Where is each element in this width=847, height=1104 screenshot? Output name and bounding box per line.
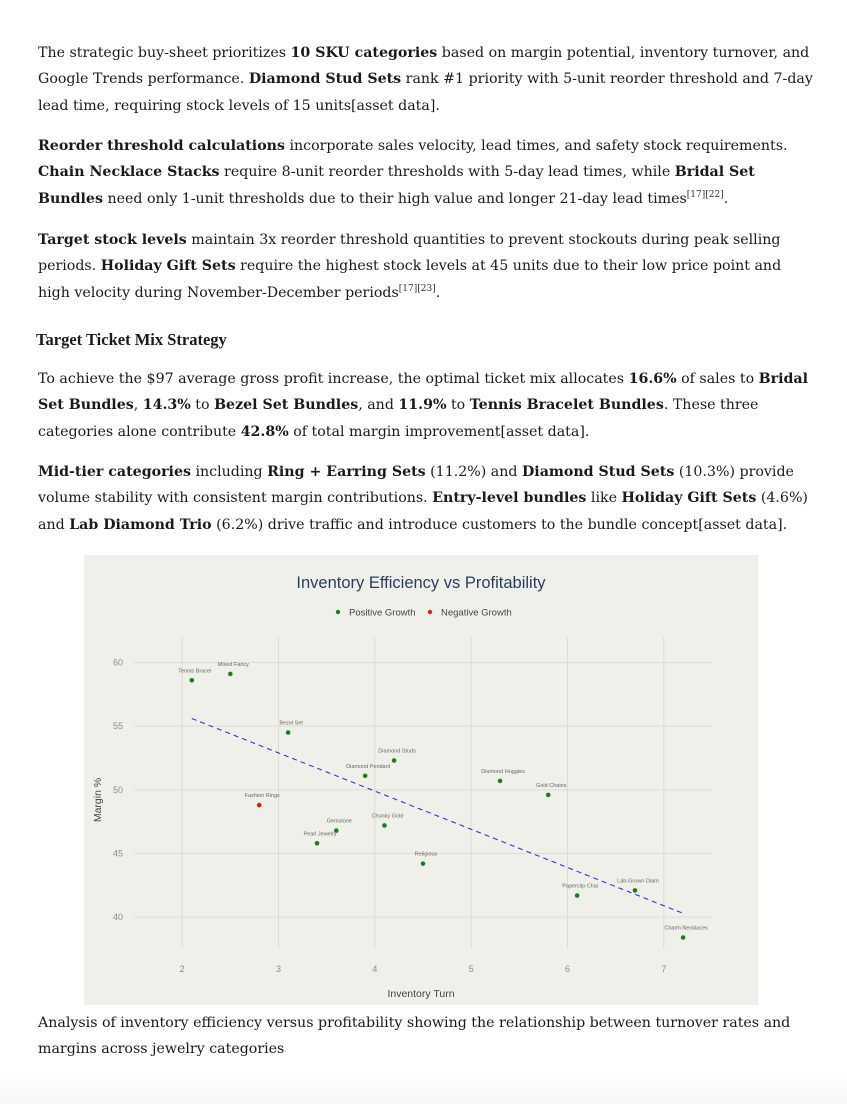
text-run: . xyxy=(435,284,441,301)
text-run: to xyxy=(446,397,470,414)
scatter-chart xyxy=(84,555,758,1005)
text-run: based on margin potential, inventory turnover, and Google Trends performance. xyxy=(38,45,810,88)
legend-label[interactable]: Positive Growth xyxy=(349,607,416,619)
text-run: (6.2%) drive traffic and introduce customers to the bundle concept[asset data]. xyxy=(211,516,788,533)
bold-run: Bezel Set Bundles xyxy=(214,397,359,414)
text-run: . These three categories alone contribute xyxy=(38,397,759,440)
bold-run: Diamond Stud Sets xyxy=(522,464,675,480)
x-tick-label: 7 xyxy=(661,964,667,974)
text-run: rank #1 priority with 5-unit reorder threshold and 7-day lead time, requiring stock levels of 15 units[asset data]. xyxy=(38,71,813,114)
data-point xyxy=(392,758,397,763)
y-tick-label: 60 xyxy=(112,657,123,668)
bold-run: Chain Necklace Stacks xyxy=(38,164,220,181)
chart-points xyxy=(178,662,708,940)
citation-link[interactable]: [17][23] xyxy=(398,283,436,294)
figure-caption: Analysis of inventory efficiency versus profitability showing the relationship between turnover rates and margins across jewelry categories xyxy=(38,1015,791,1058)
point-label: Gemstone xyxy=(326,818,352,825)
point-label: Paperclip Chai xyxy=(562,883,599,890)
text-run: need only 1-unit thresholds due to their high value and longer 21-day lead times xyxy=(102,190,687,207)
text-run: (11.2%) and xyxy=(425,464,522,480)
paragraph-mid-tier xyxy=(38,459,813,538)
bold-run: 14.3% xyxy=(142,397,191,414)
data-point xyxy=(633,888,638,893)
point-label: Religious xyxy=(414,851,438,858)
data-point xyxy=(190,678,195,683)
y-tick-label: 40 xyxy=(112,912,123,923)
text-run: To achieve the $97 average gross profit increase, the optimal ticket mix allocates xyxy=(38,371,629,387)
bold-run: Bridal Set Bundles xyxy=(38,164,755,207)
data-point xyxy=(498,779,503,784)
data-point xyxy=(382,823,387,828)
page-bottom-edge xyxy=(0,1070,847,1104)
text-run: , xyxy=(133,397,143,414)
text-run: . xyxy=(723,190,729,207)
x-tick-label: 6 xyxy=(564,964,571,974)
bold-run: Entry-level bundles xyxy=(432,490,587,507)
text-run: maintain 3x reorder threshold quantities to prevent stockouts during peak selling periods. xyxy=(38,232,781,275)
bold-run: Holiday Gift Sets xyxy=(621,490,757,507)
legend-marker xyxy=(336,610,340,614)
y-axis-label: Margin % xyxy=(92,777,104,823)
point-label: Charm Necklaces xyxy=(664,925,708,932)
paragraph-buy-sheet xyxy=(38,40,813,119)
point-label: Gold Chains xyxy=(536,782,567,789)
bold-run: 10 SKU categories xyxy=(290,45,438,61)
trend-line xyxy=(192,719,683,914)
text-run: to xyxy=(190,397,215,414)
bold-run: Bridal Set Bundles xyxy=(38,371,809,414)
bold-run: Tennis Bracelet Bundles xyxy=(469,397,664,414)
point-label: Tennis Bracel xyxy=(178,668,212,675)
y-tick-label: 55 xyxy=(112,721,123,732)
text-run: of total margin improvement[asset data]. xyxy=(288,423,590,440)
point-label: Pearl Jewelry xyxy=(303,831,337,838)
chart-legend[interactable] xyxy=(336,608,512,619)
point-label: Diamond Pendant xyxy=(346,763,391,770)
text-run: (10.3%) provide volume stability with consistent margin contributions. xyxy=(38,464,794,507)
text-run: , and xyxy=(358,397,399,414)
chart-svg xyxy=(84,555,758,1005)
bold-run: Mid-tier categories xyxy=(38,464,191,480)
text-run: of sales to xyxy=(676,371,759,387)
text-run: require the highest stock levels at 45 units due to their low price point and high velocity during November-December periods xyxy=(38,258,782,301)
x-tick-label: 2 xyxy=(179,964,185,974)
bold-run: Diamond Stud Sets xyxy=(248,71,402,88)
section-heading: Target Ticket Mix Strategy xyxy=(36,330,227,349)
bold-run: 16.6% xyxy=(628,371,677,387)
y-tick-label: 50 xyxy=(112,784,123,795)
citation-link[interactable]: [17][22] xyxy=(686,189,724,200)
data-point xyxy=(681,935,686,940)
point-label: Chunky Gold xyxy=(371,813,404,820)
text-run: like xyxy=(586,490,622,507)
point-label: Diamond Huggies xyxy=(481,768,525,775)
data-point xyxy=(363,774,368,779)
bold-run: 11.9% xyxy=(398,397,447,414)
bold-run: Lab Diamond Trio xyxy=(69,516,212,533)
x-tick-label: 5 xyxy=(468,964,474,974)
chart-trendline-group xyxy=(192,719,683,914)
paragraph-target-stock xyxy=(38,227,813,306)
bold-run: 42.8% xyxy=(240,423,289,440)
x-tick-label: 4 xyxy=(372,964,378,974)
data-point xyxy=(575,893,580,898)
data-point xyxy=(421,861,426,866)
data-point xyxy=(315,841,320,846)
bold-run: Ring + Earring Sets xyxy=(267,464,426,480)
point-label: Mixed Fancy xyxy=(217,661,249,668)
paragraph-ticket-mix xyxy=(38,366,813,445)
text-run: The strategic buy-sheet prioritizes xyxy=(38,45,291,61)
chart-title: Inventory Efficiency vs Profitability xyxy=(296,574,546,592)
point-label: Lab-Grown Diam xyxy=(617,878,659,885)
point-label: Diamond Studs xyxy=(378,748,416,755)
text-run: require 8-unit reorder thresholds with 5-day lead times, while xyxy=(219,164,675,181)
data-point xyxy=(257,803,262,808)
data-point xyxy=(228,672,233,677)
y-tick-label: 45 xyxy=(112,848,123,859)
text-run: incorporate sales velocity, lead times, and safety stock requirements. xyxy=(284,138,788,154)
x-tick-label: 3 xyxy=(275,964,282,974)
paragraph-reorder-threshold xyxy=(38,133,813,212)
bold-run: Reorder threshold calculations xyxy=(38,138,285,154)
point-label: Bezel Set xyxy=(279,720,303,727)
bold-run: Target stock levels xyxy=(38,232,187,248)
text-run: including xyxy=(190,464,268,480)
legend-label[interactable]: Negative Growth xyxy=(441,607,512,619)
data-point xyxy=(546,793,551,798)
bold-run: Holiday Gift Sets xyxy=(100,258,236,275)
data-point xyxy=(286,730,291,735)
point-label: Fashion Rings xyxy=(244,793,280,800)
x-axis-label: Inventory Turn xyxy=(387,988,455,1000)
legend-marker xyxy=(428,610,432,614)
text-run: (4.6%) and xyxy=(38,490,808,533)
